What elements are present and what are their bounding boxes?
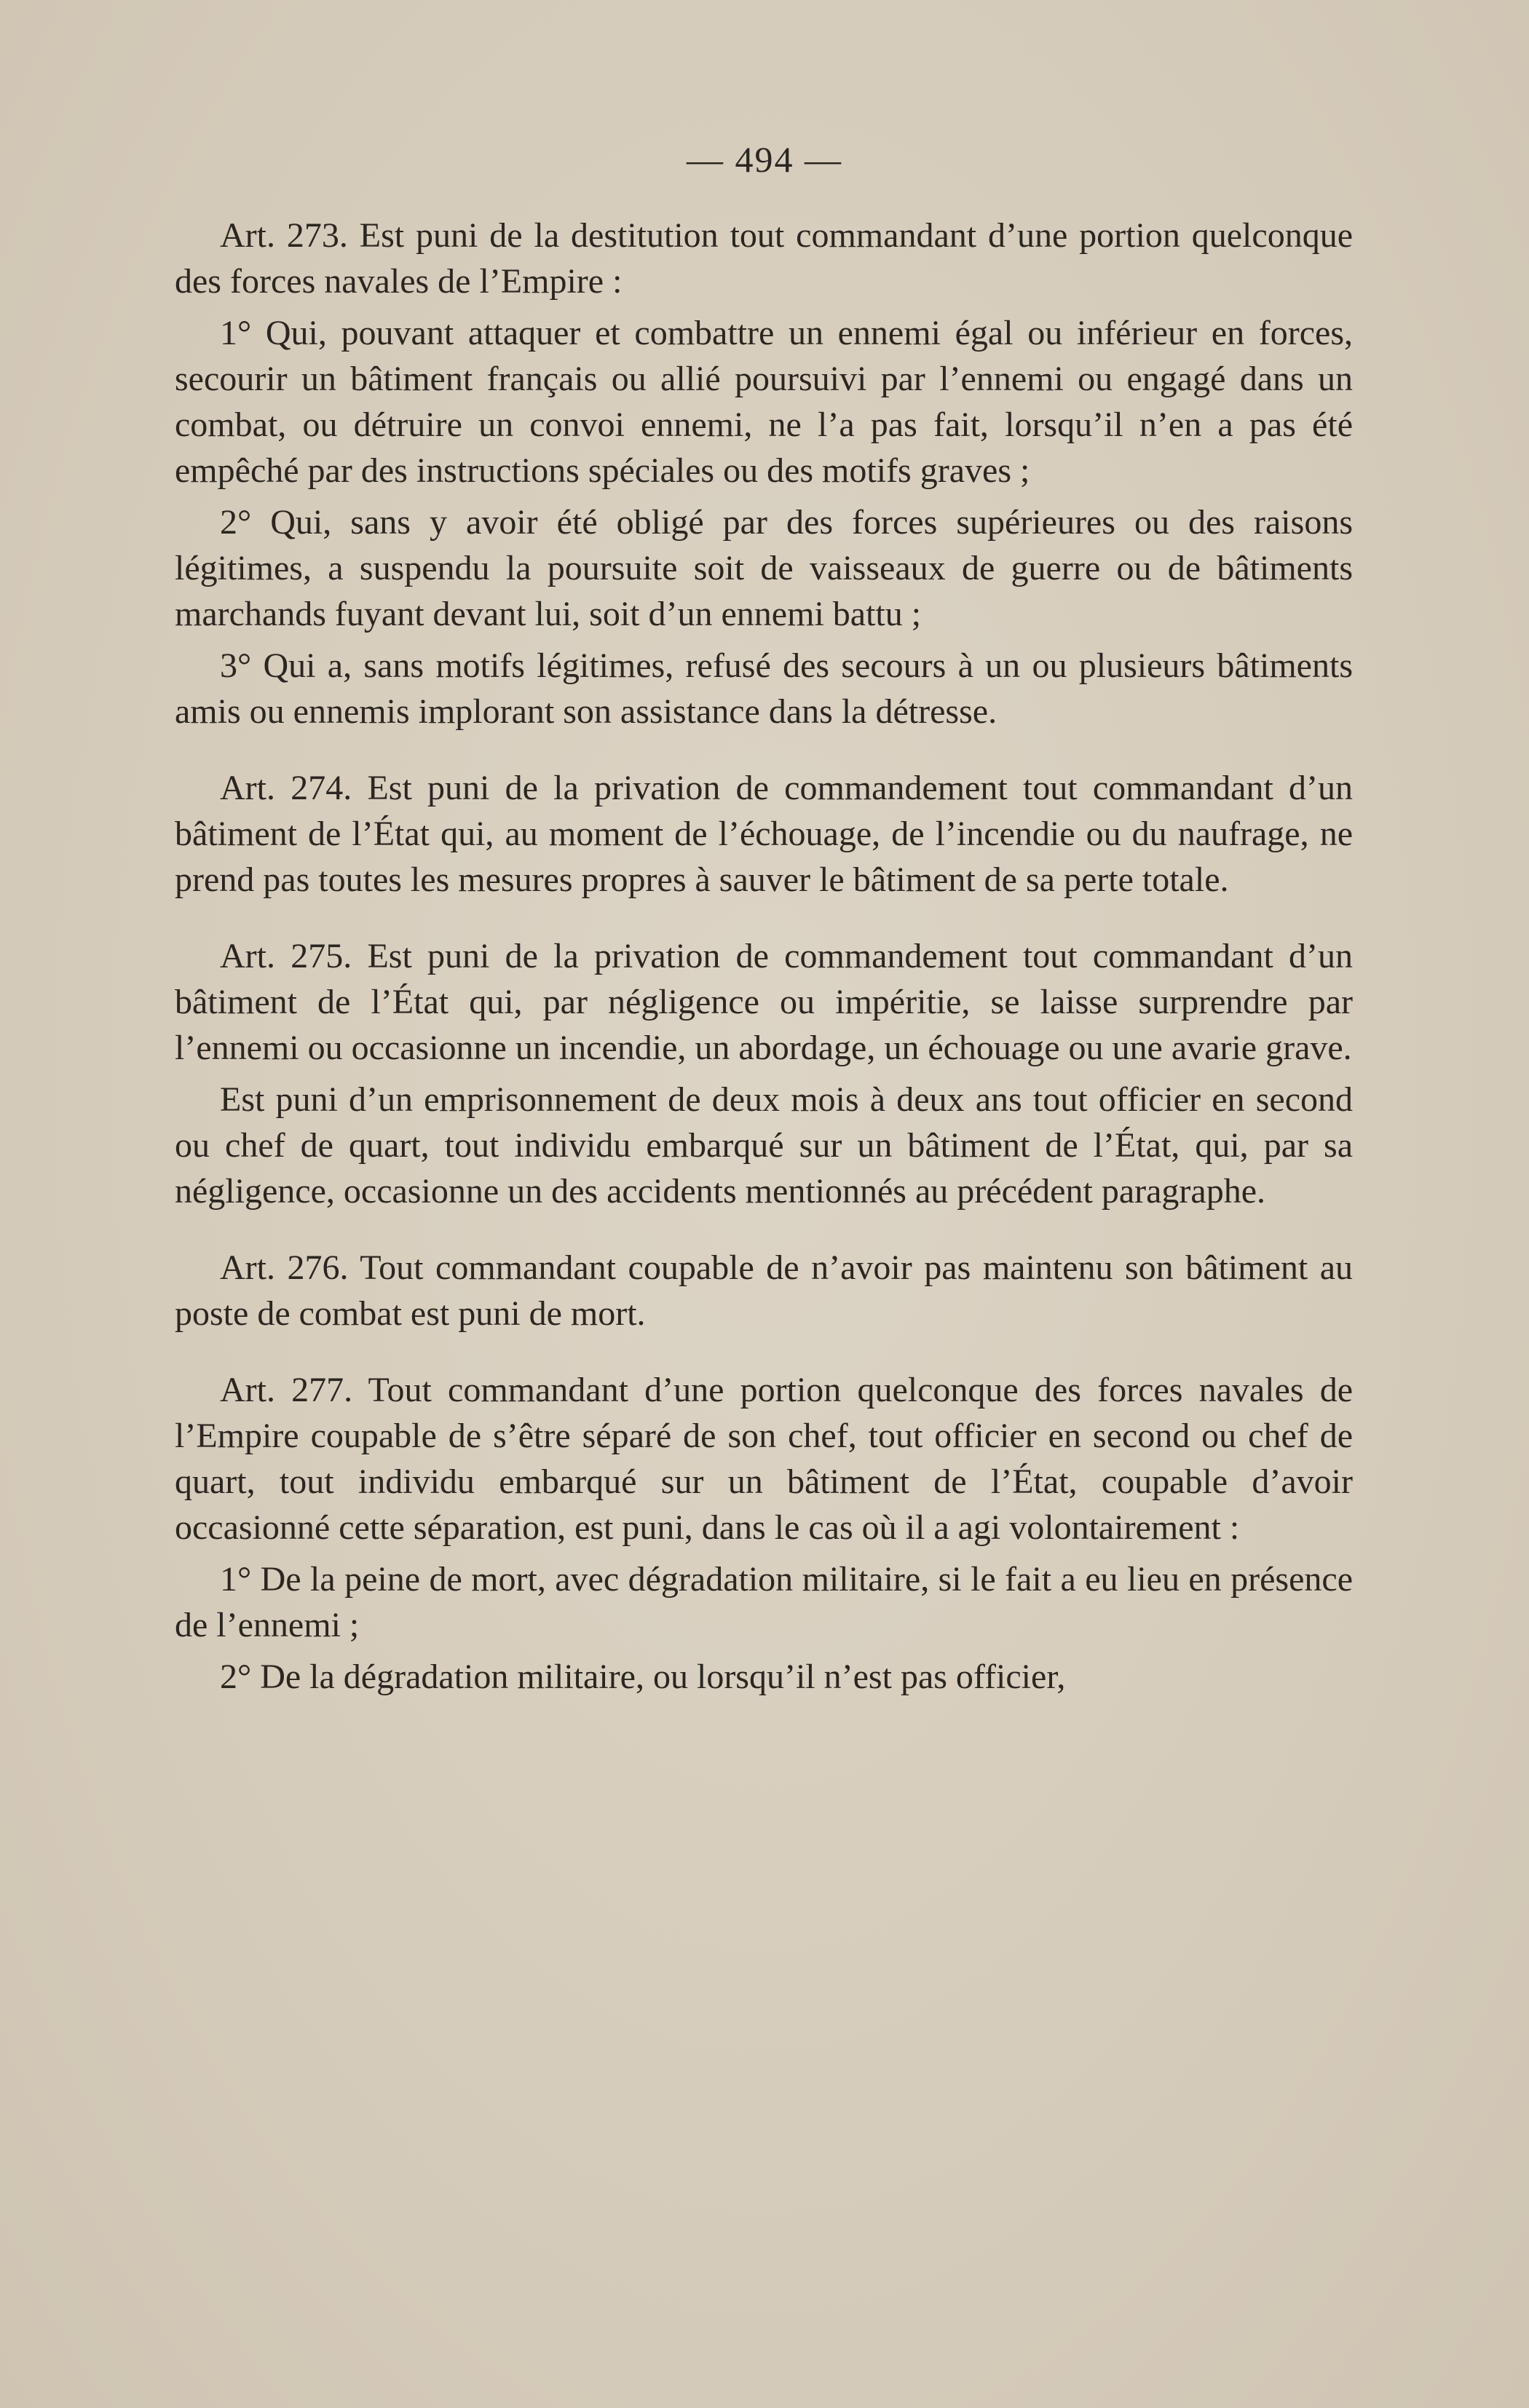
page-number: — 494 — xyxy=(687,139,842,180)
article-275-paragraph-1: Art. 275. Est puni de la privation de commandement tout commandant d’un bâtiment de l’État qui, par négligence ou impéritie, se laisse surprendre par l’ennemi ou occasionne un incendie, un abordage, un échouage ou une avarie grave. xyxy=(175,937,1353,1067)
article-277-intro: Art. 277. Tout commandant d’une portion quelconque des forces navales de l’Empire coupable de s’être séparé de son chef, tout officier en second ou chef de quart, tout individu embarqué sur un bâtiment de l’État, coupable d’avoir occasionné cette séparation, est puni, dans le cas où il a agi volontairement : xyxy=(175,1371,1353,1547)
law-text xyxy=(175,213,1353,1700)
article-277-item-1: 1° De la peine de mort, avec dégradation militaire, si le fait a eu lieu en présence de l’ennemi ; xyxy=(175,1560,1353,1644)
article-274: Art. 274. Est puni de la privation de commandement tout commandant d’un bâtiment de l’État qui, au moment de l’échouage, de l’incendie ou du naufrage, ne prend pas toutes les mesures propres à sauver le bâtiment de sa perte totale. xyxy=(175,769,1353,899)
article-273-item-1: 1° Qui, pouvant attaquer et combattre un ennemi égal ou inférieur en forces, secourir un bâtiment français ou allié poursuivi par l’ennemi ou engagé dans un combat, ou détruire un convoi ennemi, ne l’a pas fait, lorsqu’il n’en a pas été empêché par des instructions spéciales ou des motifs graves ; xyxy=(175,314,1353,490)
article-273-intro: Art. 273. Est puni de la destitution tout commandant d’une portion quelconque des forces navales de l’Empire : xyxy=(175,216,1353,301)
article-277-item-2: 2° De la dégradation militaire, ou lorsqu’il n’est pas officier, xyxy=(220,1658,1066,1696)
article-273-item-3: 3° Qui a, sans motifs légitimes, refusé des secours à un ou plusieurs bâtiments amis ou ennemis implorant son assistance dans la détresse. xyxy=(175,646,1353,731)
article-275-paragraph-2: Est puni d’un emprisonnement de deux mois à deux ans tout officier en second ou chef de quart, tout individu embarqué sur un bâtiment de l’État, qui, par sa négligence, occasionne un des accidents mentionnés au précédent paragraphe. xyxy=(175,1080,1353,1211)
article-273-item-2: 2° Qui, sans y avoir été obligé par des forces supérieures ou des raisons légitimes, a suspendu la poursuite soit de vaisseaux de guerre ou de bâtiments marchands fuyant devant lui, soit d’un ennemi battu ; xyxy=(175,503,1353,633)
article-276: Art. 276. Tout commandant coupable de n’avoir pas maintenu son bâtiment au poste de combat est puni de mort. xyxy=(175,1248,1353,1333)
